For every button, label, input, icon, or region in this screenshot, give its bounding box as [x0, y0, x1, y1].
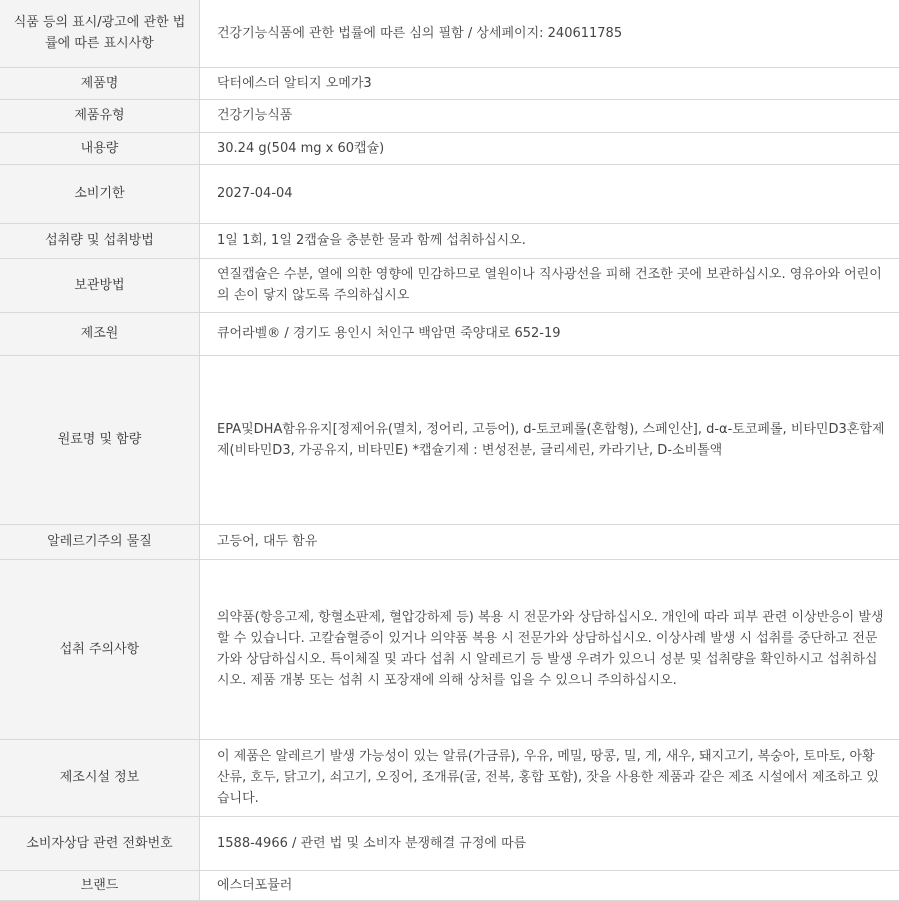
- table-row: [0, 816, 899, 870]
- row-label: 섭취량 및 섭취방법: [0, 223, 200, 258]
- table-row: [0, 312, 899, 355]
- table-row: [0, 739, 899, 816]
- row-value: 1588-4966 / 관련 법 및 소비자 분쟁해결 규정에 따름: [200, 816, 899, 870]
- row-label: 섭취 주의사항: [0, 559, 200, 739]
- table-row: [0, 258, 899, 312]
- row-value: 의약품(항응고제, 항혈소판제, 혈압강하제 등) 복용 시 전문가와 상담하십시오. 개인에 따라 피부 관련 이상반응이 발생할 수 있습니다. 고칼슘혈증이 있거나 의약품 복용 시 전문가와 상담하십시오. 이상사례 발생 시 섭취를 중단하고 전문가와 상담하십시오. 특이체질 및 과다 섭취 시 알레르기 등 발생 우려가 있으니 성분 및 섭취량을 확인하시고 섭취하십시오. 제품 개봉 또는 섭취 시 포장재에 의해 상처를 입을 수 있으니 주의하십시오.: [200, 559, 899, 739]
- table-row: [0, 355, 899, 524]
- row-label: 제품유형: [0, 99, 200, 132]
- row-label: 보관방법: [0, 258, 200, 312]
- table-row: [0, 164, 899, 223]
- row-label: 제조시설 정보: [0, 739, 200, 816]
- row-label: 브랜드: [0, 870, 200, 900]
- row-value: 30.24 g(504 mg x 60캡슐): [200, 132, 899, 164]
- row-value: 건강기능식품: [200, 99, 899, 132]
- row-value: 건강기능식품에 관한 법률에 따른 심의 필함 / 상세페이지: 240611785: [200, 0, 899, 67]
- row-value: 큐어라벨® / 경기도 용인시 처인구 백암면 죽양대로 652-19: [200, 312, 899, 355]
- row-value: 2027-04-04: [200, 164, 899, 223]
- row-value: 1일 1회, 1일 2캡슐을 충분한 물과 함께 섭취하십시오.: [200, 223, 899, 258]
- table-row: [0, 0, 899, 67]
- row-label: 알레르기주의 물질: [0, 524, 200, 559]
- row-label: 식품 등의 표시/광고에 관한 법률에 따른 표시사항: [0, 0, 200, 67]
- row-value: EPA및DHA함유유지[정제어유(멸치, 정어리, 고등어), d-토코페롤(혼합형), 스페인산], d-α-토코페롤, 비타민D3혼합제제(비타민D3, 가공유지, 비타민E) *캡슐기제 : 변성전분, 글리세린, 카라기난, D-소비톨액: [200, 355, 899, 524]
- table-row: [0, 559, 899, 739]
- row-label: 내용량: [0, 132, 200, 164]
- row-value: 이 제품은 알레르기 발생 가능성이 있는 알류(가금류), 우유, 메밀, 땅콩, 밀, 게, 새우, 돼지고기, 복숭아, 토마토, 아황산류, 호두, 닭고기, 쇠고기, 오징어, 조개류(굴, 전복, 홍합 포함), 잣을 사용한 제품과 같은 제조 시설에서 제조하고 있습니다.: [200, 739, 899, 816]
- row-label: 소비기한: [0, 164, 200, 223]
- allergen-value: 고등어, 대두 함유: [200, 524, 899, 559]
- table-row: [0, 132, 899, 164]
- table-row: [0, 870, 899, 900]
- table-row: [0, 524, 899, 559]
- row-label: 제조원: [0, 312, 200, 355]
- table-row: [0, 223, 899, 258]
- row-value: 에스더포뮬러: [200, 870, 899, 900]
- row-value: 연질캡슐은 수분, 열에 의한 영향에 민감하므로 열원이나 직사광선을 피해 건조한 곳에 보관하십시오. 영유아와 어린이의 손이 닿지 않도록 주의하십시오: [200, 258, 899, 312]
- row-label: 소비자상담 관련 전화번호: [0, 816, 200, 870]
- table-row: [0, 67, 899, 99]
- table-row: [0, 99, 899, 132]
- row-value: 닥터에스더 알티지 오메가3: [200, 67, 899, 99]
- row-label: 원료명 및 함량: [0, 355, 200, 524]
- row-label: 제품명: [0, 67, 200, 99]
